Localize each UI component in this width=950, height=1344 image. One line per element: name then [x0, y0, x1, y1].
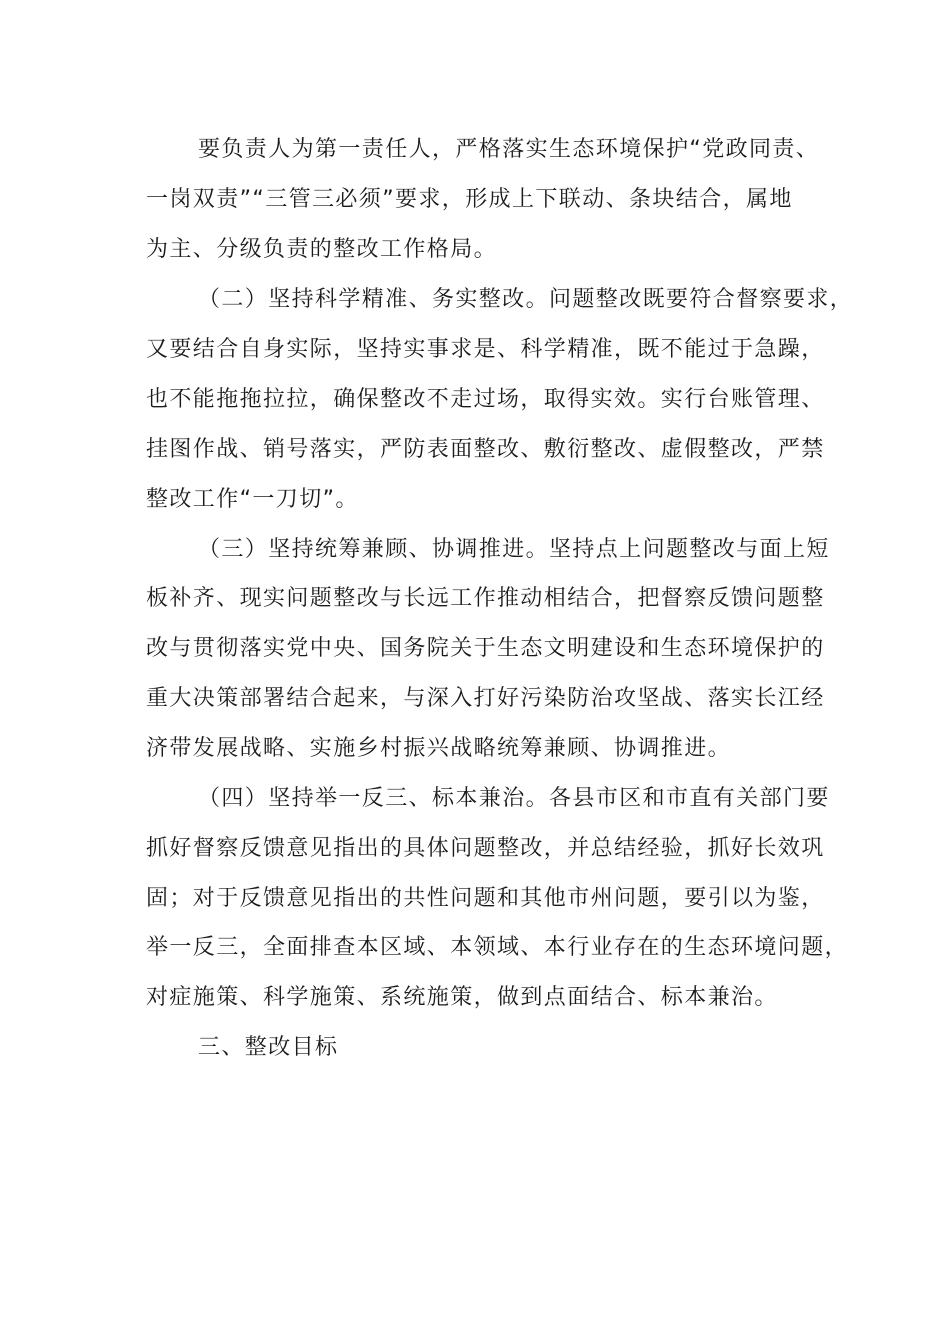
text-line-10: 板补齐、现实问题整改与长远工作推动相结合，把督察反馈问题整: [146, 586, 825, 611]
text-line-7: 挂图作战、销号落实，严防表面整改、敷衍整改、虚假整改，严禁: [146, 437, 825, 462]
text-line-17: 举一反三，全面排查本区域、本领域、本行业存在的生态环境问题，: [146, 935, 849, 960]
text-line-9: （三）坚持统筹兼顾、协调推进。坚持点上问题整改与面上短: [198, 537, 830, 562]
text-line-1: 要负责人为第一责任人，严格落实生态环境保护“党政同责、: [198, 137, 820, 162]
text-line-2: 一岗双责”“三管三必须”要求，形成上下联动、条块结合，属地: [146, 187, 793, 212]
text-line-8: 整改工作“一刀切”。: [146, 487, 359, 512]
text-line-6: 也不能拖拖拉拉，确保整改不走过场，取得实效。实行台账管理、: [146, 387, 825, 412]
section-heading: 三、整改目标: [198, 1035, 339, 1060]
text-line-4: （二）坚持科学精准、务实整改。问题整改既要符合督察要求，: [198, 287, 854, 312]
text-line-5: 又要结合自身实际，坚持实事求是、科学精准，既不能过于急躁，: [146, 337, 825, 362]
text-line-3: 为主、分级负责的整改工作格局。: [146, 237, 498, 262]
text-line-14: （四）坚持举一反三、标本兼治。各县市区和市直有关部门要: [198, 786, 830, 811]
text-line-11: 改与贯彻落实党中央、国务院关于生态文明建设和生态环境保护的: [146, 636, 825, 661]
text-line-18: 对症施策、科学施策、系统施策，做到点面结合、标本兼治。: [146, 985, 778, 1010]
text-line-13: 济带发展战略、实施乡村振兴战略统筹兼顾、协调推进。: [146, 736, 732, 761]
text-line-12: 重大决策部署结合起来，与深入打好污染防治攻坚战、落实长江经: [146, 686, 825, 711]
text-line-16: 固；对于反馈意见指出的共性问题和其他市州问题，要引以为鉴，: [146, 886, 825, 911]
text-line-15: 抓好督察反馈意见指出的具体问题整改，并总结经验，抓好长效巩: [146, 836, 825, 861]
